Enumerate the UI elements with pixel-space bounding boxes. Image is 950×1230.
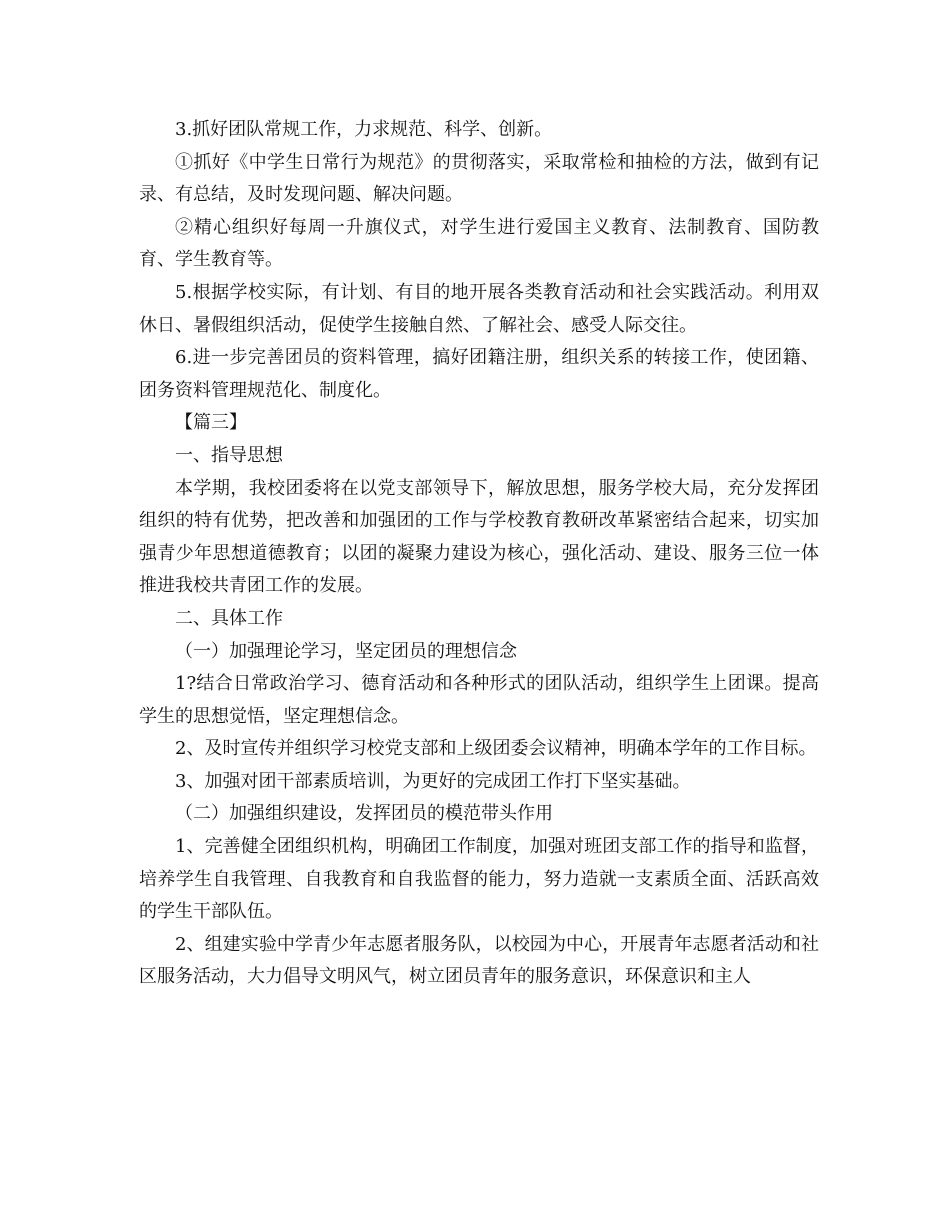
document-body [139,114,819,994]
paragraph-routine-work: 3.抓好团队常规工作，力求规范、科学、创新。 [175,119,553,140]
paragraph-organization: 1、完善健全团组织机构，明确团工作制度，加强对班团支部工作的指导和监督，培养学生自我管理、自我教育和自我监督的能力，努力造就一支素质全面、活跃高效的学生干部队伍。 [139,836,819,923]
paragraph-cadre-training: 3、加强对团干部素质培训，为更好的完成团工作打下坚实基础。 [175,770,691,792]
paragraph-records: 6.进一步完善团员的资料管理，搞好团籍注册，组织关系的转接工作，使团籍、团务资料管理规范化、制度化。 [139,347,819,401]
paragraph-publicize: 2、及时宣传并组织学习校党支部和上级团委会议精神，明确本学年的工作目标。 [175,738,817,760]
heading-guiding-ideology: 一、指导思想 [175,444,283,466]
paragraph-ideology: 本学期，我校团委将在以党支部领导下，解放思想，服务学校大局，充分发挥团组织的特有优势，把改善和加强团的工作与学校教育教研改革紧密结合起来，切实加强青少年思想道德教育；以团的凝聚力建设为核心，强化活动、建设、服务三位一体推进我校共青团工作的发展。 [139,477,819,597]
subheading-organization: （二）加强组织建设，发挥团员的模范带头作用 [175,803,553,825]
subheading-theory-study: （一）加强理论学习，坚定团员的理想信念 [175,640,517,662]
section-heading-part-three: 【篇三】 [175,412,247,434]
paragraph-flag-ceremony: ②精心组织好每周一升旗仪式，对学生进行爱国主义教育、法制教育、国防教育、学生教育等。 [139,216,819,271]
heading-specific-work: 二、具体工作 [175,607,283,629]
paragraph-activities: 5.根据学校实际，有计划、有目的地开展各类教育活动和社会实践活动。利用双休日、暑假组织活动，促使学生接触自然、了解社会、感受人际交往。 [139,281,819,336]
paragraph-behavior-norms: ①抓好《中学生日常行为规范》的贯彻落实，采取常检和抽检的方法，做到有记录、有总结，及时发现问题、解决问题。 [139,151,819,206]
paragraph-political-study: 1?结合日常政治学习、德育活动和各种形式的团队活动，组织学生上团课。提高学生的思想觉悟，坚定理想信念。 [139,673,819,727]
paragraph-volunteers: 2、组建实验中学青少年志愿者服务队，以校园为中心，开展青年志愿者活动和社区服务活动，大力倡导文明风气，树立团员青年的服务意识，环保意识和主人 [139,933,819,988]
